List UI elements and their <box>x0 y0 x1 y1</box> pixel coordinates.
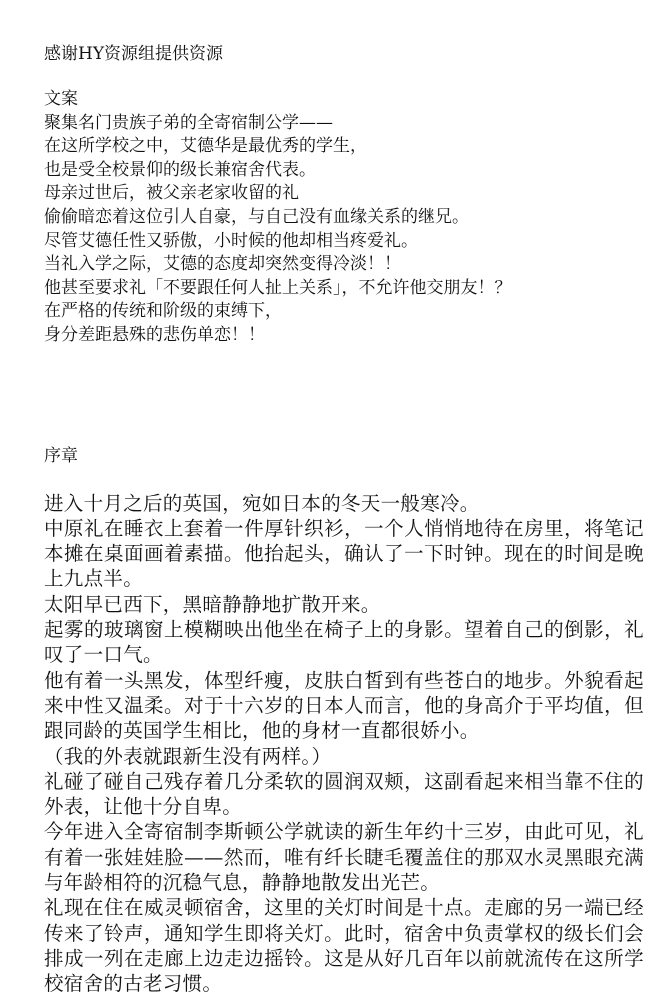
chapter-title: 序章 <box>44 445 78 466</box>
blurb-line: 尽管艾德任性又骄傲，小时候的他却相当疼爱礼。 <box>44 230 418 251</box>
document-page <box>44 42 644 996</box>
blurb-title: 文案 <box>44 89 78 109</box>
blurb-line: 聚集名门贵族子弟的全寄宿制公学—— <box>44 112 333 133</box>
paragraph: 进入十月之后的英国，宛如日本的冬天一般寒冷。 <box>44 491 480 515</box>
blurb-line: 身分差距悬殊的悲伤单恋！！ <box>44 324 265 345</box>
blurb-line: 在这所学校之中，艾德华是最优秀的学生， <box>44 136 367 157</box>
blurb-line: 他甚至要求礼「不要跟任何人扯上关系」，不允许他交朋友！？ <box>44 277 512 298</box>
paragraph: 起雾的玻璃窗上模糊映出他坐在椅子上的身影。望着自己的倒影，礼叹了一口气。 <box>44 618 644 667</box>
blurb-line: 在严格的传统和阶级的束缚下， <box>44 301 282 322</box>
paragraph: 今年进入全寄宿制李斯顿公学就读的新生年约十三岁，由此可见，礼有着一张娃娃脸——然而，唯有纤长睫毛覆盖住的那双水灵黑眼充满与年龄相符的沉稳气息，静静地散发出光芒。 <box>44 820 644 894</box>
blurb-line: 偷偷暗恋着这位引人自豪，与自己没有血缘关系的继兄。 <box>44 206 469 227</box>
blurb-line: 也是受全校景仰的级长兼宿舍代表。 <box>44 159 316 180</box>
paragraph: 礼现在住在威灵顿宿舍，这里的关灯时间是十点。走廊的另一端已经传来了铃声，通知学生即将关灯。此时，宿舍中负责掌权的级长们会排成一列在走廊上边走边摇铃。这是从好几百年以前就流传在这所学校宿舍的古老习惯。 <box>44 896 644 996</box>
paragraph: （我的外表就跟新生没有两样。） <box>44 744 332 768</box>
credit-line: 感谢HY资源组提供资源 <box>44 44 224 64</box>
blurb-line: 母亲过世后，被父亲老家收留的礼 <box>44 183 299 204</box>
paragraph: 礼碰了碰自己残存着几分柔软的圆润双颊，这副看起来相当靠不住的外表，让他十分自卑。 <box>44 769 644 819</box>
paragraph: 中原礼在睡衣上套着一件厚针织衫，一个人悄悄地待在房里，将笔记本摊在桌面画着素描。他抬起头，确认了一下时钟。现在的时间是晚上九点半。 <box>44 516 644 591</box>
blurb-line: 当礼入学之际，艾德的态度却突然变得冷淡！！ <box>44 254 401 275</box>
chapter-body <box>44 491 644 996</box>
blurb-section <box>44 88 644 348</box>
paragraph: 太阳早已西下，黑暗静静地扩散开来。 <box>44 592 381 616</box>
paragraph: 他有着一头黑发，体型纤瘦，皮肤白皙到有些苍白的地步。外貌看起来中性又温柔。对于十六岁的日本人而言，他的身高介于平均值，但跟同龄的英国学生相比，他的身材一直都很娇小。 <box>44 668 644 743</box>
